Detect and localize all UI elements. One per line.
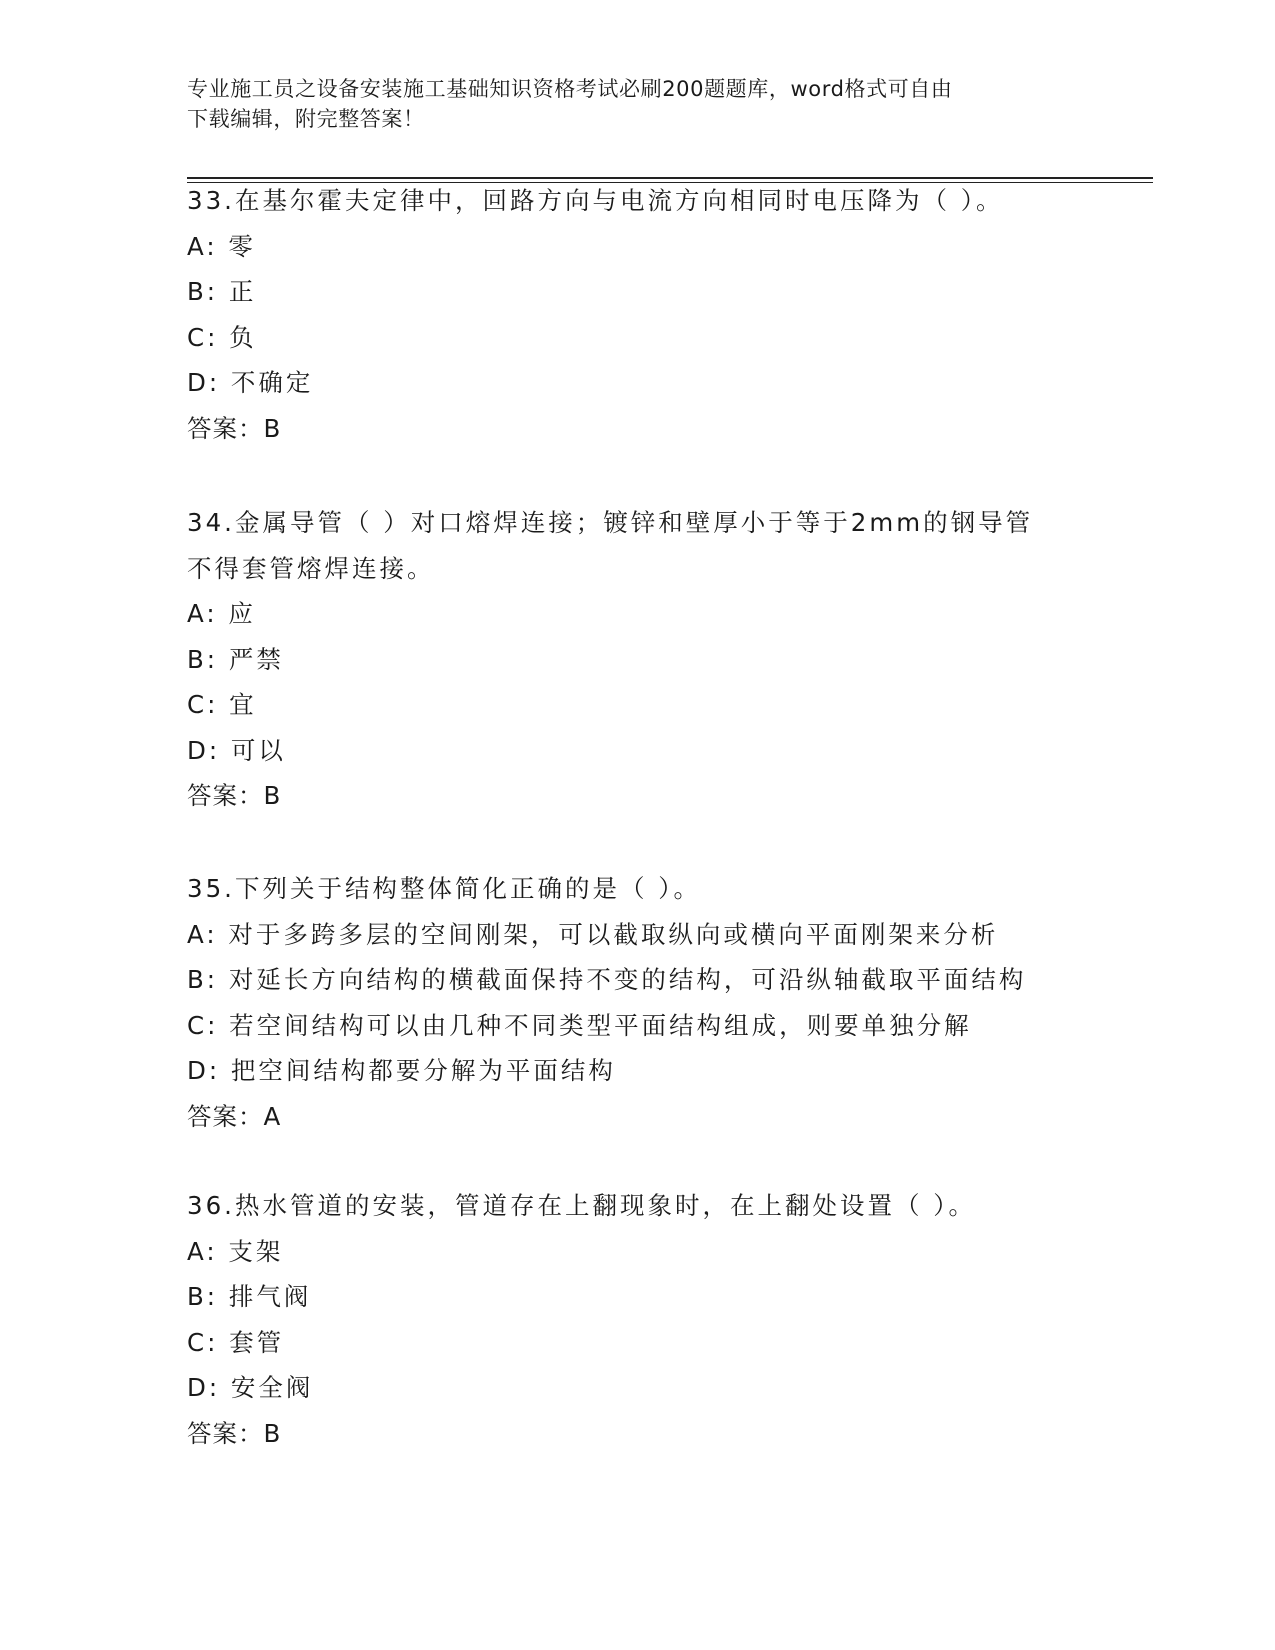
answer: 答案：B [187,1418,282,1448]
header-line-2: 下载编辑，附完整答案！ [187,107,425,131]
question-33 [187,178,1167,451]
question-stem-line-1: 34.金属导管（ ）对口熔焊连接；镀锌和壁厚小于等于2mm的钢导管 [187,508,1034,537]
option-b: B: 正 [187,277,257,306]
option-a: A: 对于多跨多层的空间刚架，可以截取纵向或横向平面刚架来分析 [187,919,999,949]
answer: 答案：A [187,1101,282,1131]
option-a: A: 零 [187,231,256,261]
question-34 [187,500,1167,819]
question-35 [187,866,1167,1139]
document-header [187,74,1087,134]
header-line-1: 专业施工员之设备安装施工基础知识资格考试必刷200题题库，word格式可自由 [187,77,953,101]
question-stem: 33.在基尔霍夫定律中，回路方向与电流方向相同时电压降为（ ）。 [187,186,1004,215]
option-c: C: 负 [187,322,257,352]
option-c: C: 若空间结构可以由几种不同类型平面结构组成，则要单独分解 [187,1010,972,1040]
question-stem: 35.下列关于结构整体简化正确的是（ ）。 [187,874,701,903]
option-d: D: 安全阀 [187,1373,314,1402]
question-36 [187,1183,1167,1456]
option-b: B: 对延长方向结构的横截面保持不变的结构，可沿纵轴截取平面结构 [187,965,1027,994]
option-a: A: 支架 [187,1236,284,1266]
option-d: D: 可以 [187,735,286,765]
option-c: C: 套管 [187,1327,285,1357]
option-d: D: 不确定 [187,368,314,397]
answer: 答案：B [187,413,282,443]
option-b: B: 排气阀 [187,1282,312,1311]
question-stem-line-2: 不得套管熔焊连接。 [187,553,435,583]
option-b: B: 严禁 [187,644,284,674]
option-a: A: 应 [187,599,256,628]
option-d: D: 把空间结构都要分解为平面结构 [187,1056,616,1085]
answer: 答案：B [187,781,282,810]
question-stem: 36.热水管道的安装，管道存在上翻现象时，在上翻处设置（ ）。 [187,1191,976,1220]
option-c: C: 宜 [187,690,257,719]
